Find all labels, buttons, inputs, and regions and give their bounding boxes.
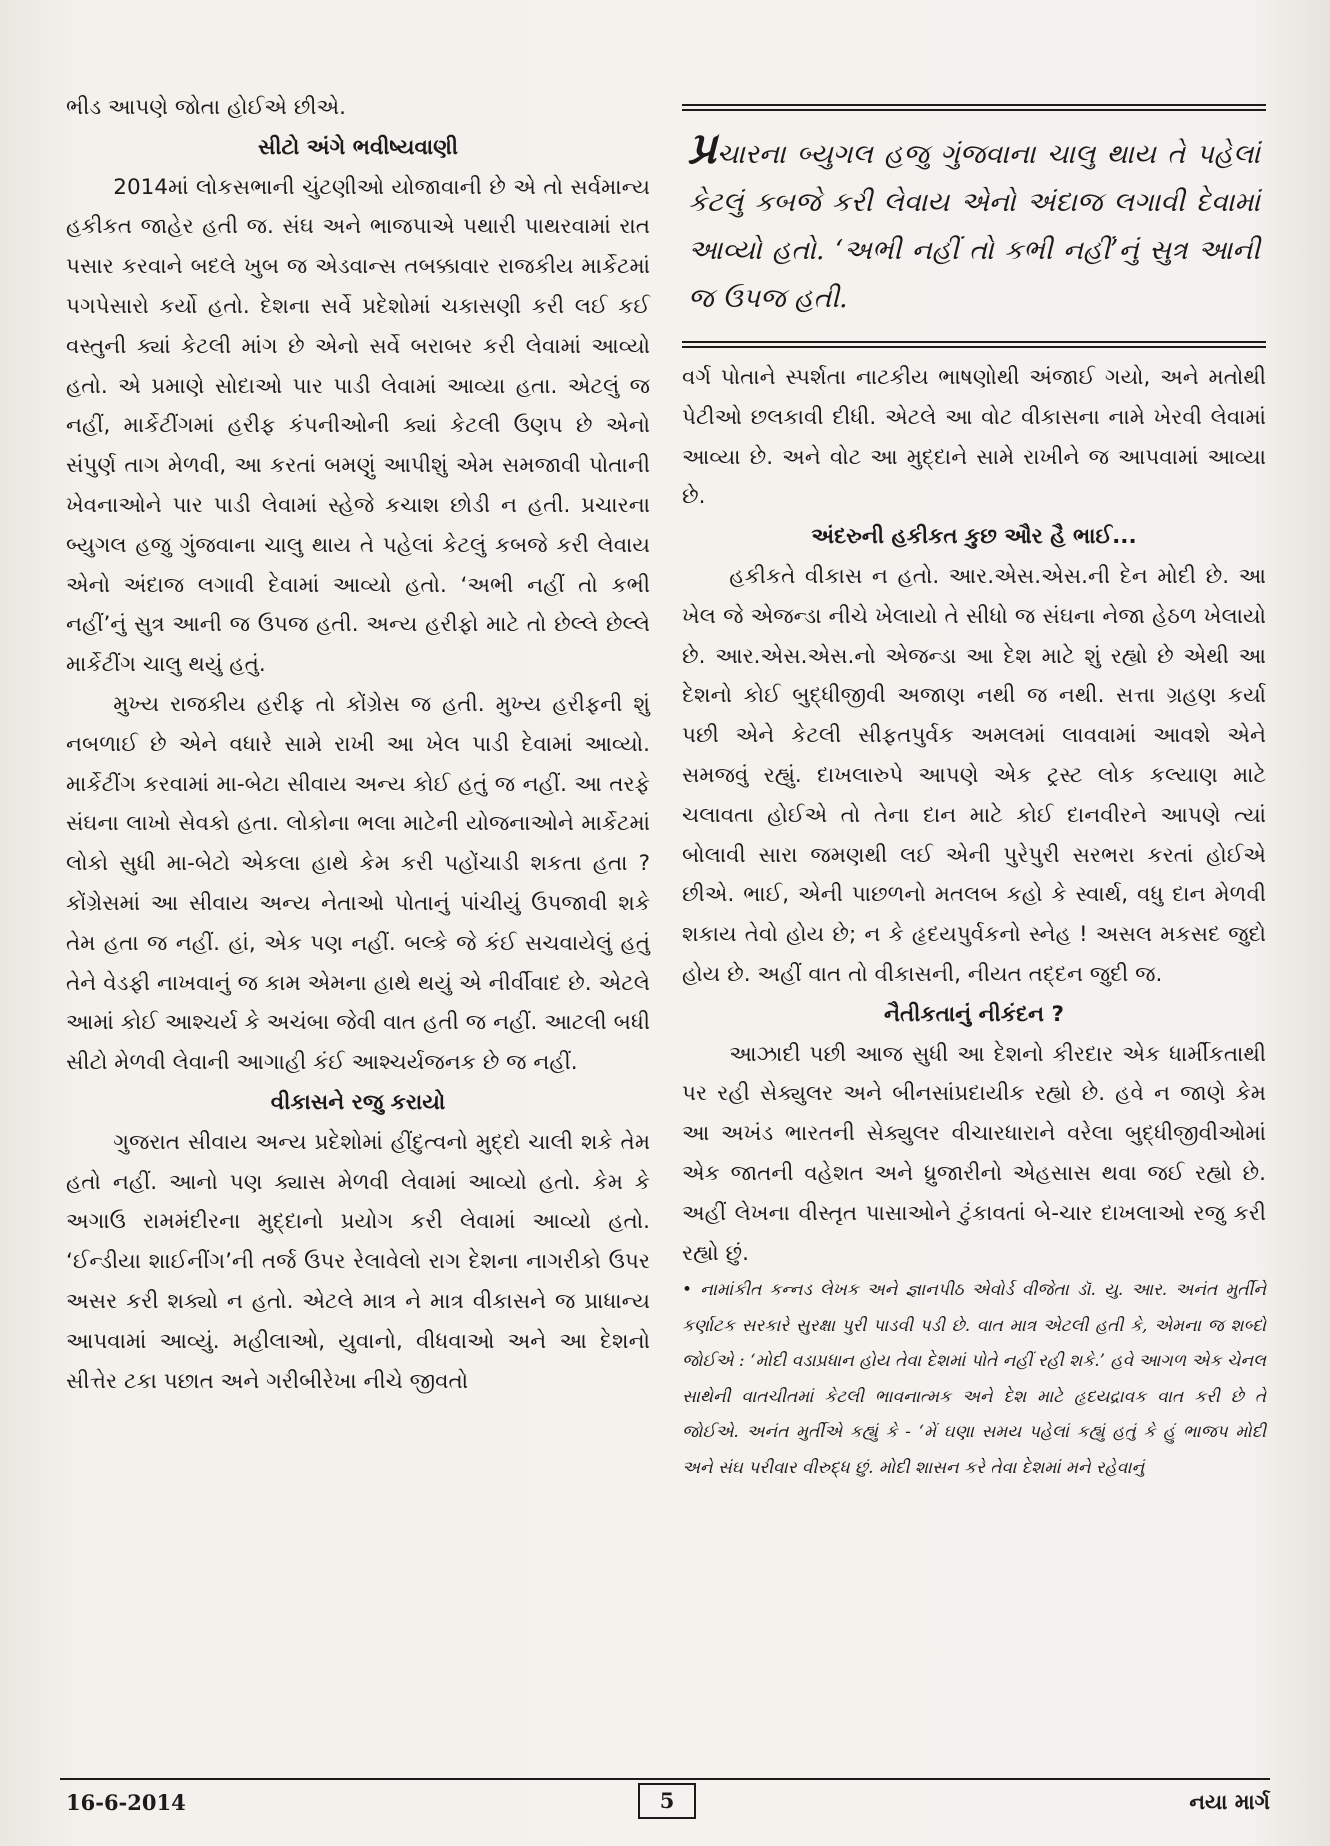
page-number: 5: [638, 1783, 696, 1819]
section-heading-inside-story: અંદરુની હકીકત કુછ ઔર હૈ ભાઈ...: [811, 524, 1137, 550]
intro-line: ભીડ આપણે જોતા હોઈએ છીએ.: [66, 95, 347, 120]
footer-date: 16-6-2014: [66, 1790, 186, 1815]
paragraph: 2014માં લોકસભાની ચુંટણીઓ યોજાવાની છે એ તો સર્વમાન્ય હકીકત જાહેર હતી જ. સંઘ અને ભાજપાએ પથારી પાથરવામાં રાત પસાર કરવાને બદલે ખુબ જ એડવાન્સ તબક્કાવાર રાજકીય માર્કેટમાં પગપેસારો કર્યો હતો. દેશના સર્વે પ્રદેશોમાં ચકાસણી કરી લઈ કઈ વસ્તુની ક્યાં કેટલી માંગ છે એનો સર્વે બરાબર કરી લેવામાં આવ્યો હતો. એ પ્રમાણે સોદાઓ પાર પાડી લેવામાં આવ્યા હતા. એટલું જ નહીં, માર્કેટીંગમાં હરીફ કંપનીઓની ક્યાં કેટલી ઉણપ છે એનો સંપુર્ણ તાગ મેળવી, આ કરતાં બમણું આપીશું એમ સમજાવી પોતાની ખેવનાઓને પાર પાડી લેવામાં સ્હેજે કચાશ છોડી ન હતી. પ્રચારના બ્યુગલ હજુ ગુંજવાના ચાલુ થાય તે પહેલાં કેટલું કબજે કરી લેવાય એનો અંદાજ લગાવી દેવામાં આવ્યો હતો. ‘અભી નહીં તો કભી નહીં’નું સુત્ર આની જ ઉપજ હતી. અન્ય હરીફો માટે તો છેલ્લે છેલ્લે માર્કેટીંગ ચાલુ થયું હતું.: [66, 174, 650, 678]
left-column: [66, 88, 650, 1401]
paragraph: હકીકતે વીકાસ ન હતો. આર.એસ.એસ.ની દેન મોદી છે. આ ખેલ જે એજન્ડા નીચે ખેલાયો તે સીધો જ સંઘના નેજા હેઠળ ખેલાયો છે. આર.એસ.એસ.નો એજન્ડા આ દેશ માટે શું રહ્યો છે એથી આ દેશનો કોઈ બુદ્ધીજીવી અજાણ નથી જ નથી. સત્તા ગ્રહણ કર્યા પછી એને કેટલી સીફતપુર્વક અમલમાં લાવવામાં આવશે એને સમજવું રહ્યું. દાખલારુપે આપણે એક ટ્રસ્ટ લોક કલ્યાણ માટે ચલાવતા હોઈએ તો તેના દાન માટે કોઈ દાનવીરને આપણે ત્યાં બોલાવી સારા જમણથી લઈ એની પુરેપુરી સરભરા કરતાં હોઈએ છીએ. ભાઈ, એની પાછળનો મતલબ કહો કે સ્વાર્થ, વધુ દાન મેળવી શકાય તેવો હોય છે; ન કે હૃદયપુર્વકનો સ્નેહ ! અસલ મકસદ જુદો હોય છે. અહીં વાત તો વીકાસની, નીયત તદ્દન જુદી જ.: [682, 563, 1266, 987]
paragraph: મુખ્ય રાજકીય હરીફ તો કોંગ્રેસ જ હતી. મુખ્ય હરીફની શું નબળાઈ છે એને વધારે સામે રાખી આ ખેલ પાડી દેવામાં આવ્યો. માર્કેટીંગ કરવામાં મા-બેટા સીવાય અન્ય કોઈ હતું જ નહીં. આ તરફે સંઘના લાખો સેવકો હતા. લોકોના ભલા માટેની યોજનાઓને માર્કેટમાં લોકો સુધી મા-બેટો એકલા હાથે કેમ કરી પહોંચાડી શકતા હતા ? કોંગ્રેસમાં આ સીવાય અન્ય નેતાઓ પોતાનું પાંચીયું ઉપજાવી શકે તેમ હતા જ નહીં. હાં, એક પણ નહીં. બલ્કે જે કંઈ સચવાયેલું હતું તેને વેડફી નાખવાનું જ કામ એમના હાથે થયું એ નીર્વીવાદ છે. એટલે આમાં કોઈ આશ્ચર્ય કે અચંબા જેવી વાત હતી જ નહીં. આટલી બધી સીટો મેળવી લેવાની આગાહી કંઈ આશ્ચર્યજનક છે જ નહીં.: [66, 691, 650, 1076]
footer-rule: [60, 1778, 1270, 1780]
right-column: [682, 88, 1266, 1486]
section-heading-morality: નૈતીકતાનું નીકંદન ?: [884, 1001, 1064, 1027]
section-heading-development: વીકાસને રજુ કરાયો: [270, 1089, 446, 1115]
paragraph: ગુજરાત સીવાય અન્ય પ્રદેશોમાં હીંદુત્વનો મુદ્દો ચાલી શકે તેમ હતો નહીં. આનો પણ ક્યાસ મેળવી લેવામાં આવ્યો હતો. કેમ કે અગાઉ રામમંદીરના મુદ્દાનો પ્રયોગ કરી લેવામાં આવ્યો હતો. ‘ઈન્ડીયા શાઈનીંગ’ની તર્જ ઉપર રેલાવેલો રાગ દેશના નાગરીકો ઉપર અસર કરી શક્યો ન હતો. એટલે માત્ર ને માત્ર વીકાસને જ પ્રાધાન્ય આપવામાં આવ્યું. મહીલાઓ, યુવાનો, વીધવાઓ અને આ દેશનો સીત્તેર ટકા પછાત અને ગરીબીરેખા નીચે જીવતો: [66, 1129, 650, 1394]
publication-name: નયા માર્ગ: [1189, 1790, 1270, 1814]
paragraph: આઝાદી પછી આજ સુધી આ દેશનો કીરદાર એક ધાર્મીકતાથી પર રહી સેક્યુલર અને બીનસાંપ્રદાયીક રહ્યો છે. હવે ન જાણે કેમ આ અખંડ ભારતની સેક્યુલર વીચારધારાને વરેલા બુદ્ધીજીવીઓમાં એક જાતની વહેશત અને ધ્રુજારીનો એહસાસ થવા જઈ રહ્યો છે. અહીં લેખના વીસ્તૃત પાસાઓને ટુંકાવતાં બે-ચાર દાખલાઓ રજુ કરી રહ્યો છું.: [682, 1041, 1266, 1266]
pull-quote: [682, 104, 1266, 348]
footnote: • નામાંકીત કન્નડ લેખક અને જ્ઞાનપીઠ એવોર્ડ વીજેતા ડૉ. યુ. આર. અનંત મુર્તીને કર્ણાટક સરકારે સુરક્ષા પુરી પાડવી પડી છે. વાત માત્ર એટલી હતી કે, એમના જ શબ્દો જોઈએ : ‘મોદી વડાપ્રધાન હોય તેવા દેશમાં પોતે નહીં રહી શકે.’ હવે આગળ એક ચેનલ સાથેની વાતચીતમાં કેટલી ભાવનાત્મક અને દેશ માટે હૃદયદ્રાવક વાત કરી છે તે જોઈએ. અનંત મુર્તીએ કહ્યું કે - ‘મેં ઘણા સમય પહેલાં કહ્યું હતું કે હું ભાજપ મોદી અને સંઘ પરીવાર વીરુદ્ધ છું. મોદી શાસન કરે તેવા દેશમાં મને રહેવાનું: [682, 1280, 1266, 1478]
paragraph: વર્ગ પોતાને સ્પર્શતા નાટકીય ભાષણોથી અંજાઈ ગયો, અને મતોથી પેટીઓ છલકાવી દીધી. એટલે આ વોટ વીકાસના નામે ખેરવી લેવામાં આવ્યા છે. અને વોટ આ મુદ્દાને સામે રાખીને જ આપવામાં આવ્યા છે.: [682, 365, 1266, 510]
pull-quote-text: ચારના બ્યુગલ હજુ ગુંજવાના ચાલુ થાય તે પહેલાં કેટલું કબજે કરી લેવાય એનો અંદાજ લગાવી દેવામાં આવ્યો હતો. ‘અભી નહીં તો કભી નહીં’નું સુત્ર આની જ ઉપજ હતી.: [688, 139, 1260, 314]
section-heading-seat-prediction: સીટો અંગે ભવીષ્યવાણી: [257, 134, 459, 160]
pull-quote-dropcap: પ્ર: [688, 123, 717, 174]
